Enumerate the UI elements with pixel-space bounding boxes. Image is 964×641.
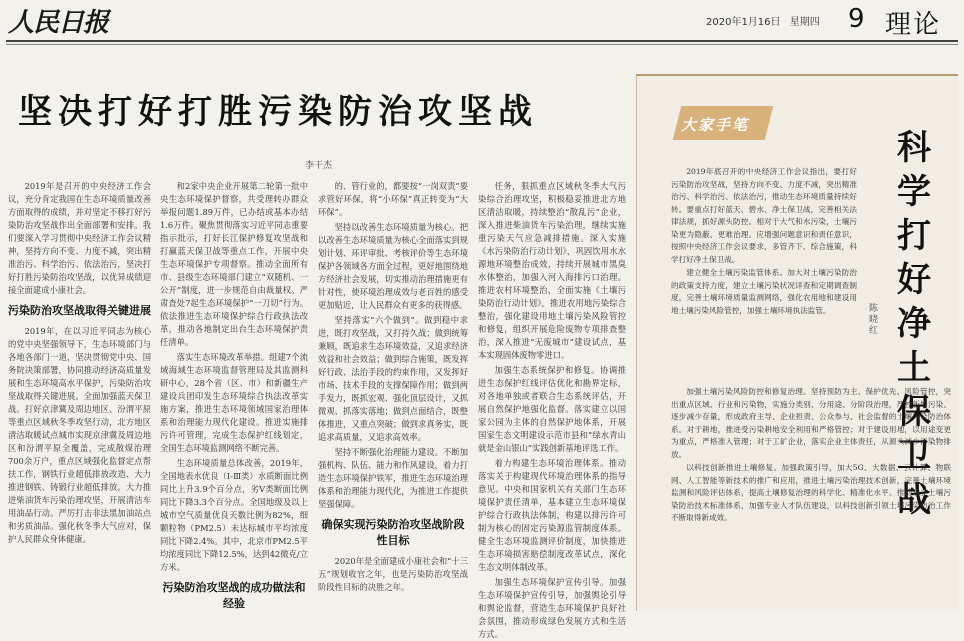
issue-date: 2020年1月16日 [706,17,781,28]
paragraph: 2019年是召开的中央经济工作会议，充分肯定我国在生态环境质量改善方面取得的成绩，并对坚定不移打好污染防治攻坚战作出全面部署和安排。我们要深入学习贯彻中央经济工作会议精神，坚持方向不变、力度不减，突出精准治污、科学治污、依法治污，坚决打好打胜污染防治攻坚战，以优异成绩迎接全面建成小康社会。 [8,181,151,295]
paragraph: 坚持落实“六个做到”。做到稳中求进，既打攻坚战，又打持久战；做到统筹兼顾，既追求生态环境效益，又追求经济效益和社会效益；做到综合施策，既发挥好行政、法治手段的约束作用，又发挥好市场、技术手段的支撑保障作用；做到两手发力，既抓宏观、强化顶层设计，又抓微观、抓落实落地；做到点面结合，既整体推进，又重点突破；做到求真务实，既追求高质量，又追求高效率。 [318,315,468,442]
section-heading: 污染防治攻坚战的成功做法和经验 [162,581,306,610]
page-section-name: 理论 [885,10,942,40]
paragraph: 建立健全土壤污染监管体系。加大对土壤污染防治的政策支持力度，建立土壤污染状况详查和定期调查制度，完善土壤环境质量监测网络，强化农用地和建设用地土壤污染风险管控，加强土壤环境执法监管。 [671,268,857,315]
paragraph: 着力构建生态环境治理体系。推动落实关于构建现代环境治理体系的指导意见。中央和国家机关有关部门生态环境保护责任清单，基本建立生态环境保护综合行政执法体制，构建以排污许可制为核心的固定污染源监管制度体系。健全生态环境监测评价制度，加快推进生态环境损害赔偿制度改革试点，深化生态文明体制改革。 [478,458,626,572]
paragraph: 以科技创新推进土壤修复。加强政策引导，加大5G、大数据、云计算、物联网、人工智能等新技术的推广和应用，推进土壤污染治理技术创新，完善土壤环境监测和风险评估体系，提高土壤修复治理的科学化、精准化水平。推动建立土壤污染防治技术标准体系，加强专业人才队伍建设，以科技创新引领土壤污染防治工作不断取得新成效。 [671,463,951,522]
section-heading: 确保实现污染防治攻坚战阶段性目标 [321,518,465,547]
sidebar-title: 科学打好净土保卫战 [897,128,931,520]
paragraph: 2019年，在以习近平同志为核心的党中央坚强领导下，生态环境部门与各地各部门一道，坚决贯彻党中央、国务院决策部署，协同推动经济高质量发展和生态环境高水平保护，污染防治攻坚战取得关键进展。全面加强蓝天保卫战。打好京津冀及周边地区、汾渭平原等重点区域秋冬季攻坚行动，北方地区清洁取暖试点城市实现京津冀及周边地区和汾渭平原全覆盖，完成散煤治理700余万户，重点区域强化监督定点帮扶工作，钢铁行业超低排放改造、大力推进钢铁、铸锻行业超低排放。大力推进柴油货车污染治理攻坚，开展清洁车用油品行动。严厉打击非法黑加油站点和劣质油品。强化秋冬季大气应对，保护人民群众身体健康。 [8,326,151,544]
paragraph: 2019年底召开的中央经济工作会议指出，要打好污染防治攻坚战，坚持方向不变、力度不减，突出精准治污、科学治污、依法治污，推动生态环境质量持续好转。要重点打好蓝天、碧水、净土保卫战，完善相关法律法规，抓好源头防控。相对于大气和水污染，土壤污染更为隐蔽、更难治理。应增强问题意识和责任意识，按照中央经济工作会议要求，多管齐下、综合施策，科学打好净土保卫战。 [671,167,857,264]
paragraph: 加强土壤污染风险防控和修复治理。坚持预防为主、保护优先、风险管控，突出重点区域、行业和污染物，实施分类别、分用途、分阶段治理，严控新增污染、逐步减少存量，形成政府主导、企业担责、公众参与、社会监督的土壤污染防治体系。对于耕地，推进受污染耕地安全利用和严格管控；对于建设用地，以用途变更为重点，严格准入管理；对于工矿企业，落实企业主体责任，从源头减少污染物排放。 [671,387,951,459]
paragraph: 生态环境质量总体改善，2019年，全国地表水优良（Ⅰ-Ⅲ类）水质断面比例同比上升3.9个百分点，劣Ⅴ类断面比例同比下降3.3个百分点。全国地级及以上城市空气质量优良天数比例为82%，细颗粒物（PM2.5）未达标城市平均浓度同比下降2.4%。其中，北京市PM2.5平均浓度同比下降12.5%，达到42微克/立方米。 [160,458,308,572]
paragraph: 落实生态环境改革举措。组建7个流域海域生态环境监督管理局及其监测科研中心，28个省（区、市）和新疆生产建设兵团印发生态环境综合执法改革实施方案，推进生态环境领域国家治理体系和治理能力现代化建设。推进实施排污许可管理，完成生态保护红线划定，全国生态环境监测网络不断完善。 [160,352,308,453]
article-column-2 [160,180,308,611]
sidebar-author: 陈晓红 [869,304,879,336]
newspaper-logo: 人民日报 [8,8,109,38]
sidebar-body-bottom [671,386,951,611]
paragraph: 的、管行业的，都要按“一岗双责”要求管好环保，将“小环保”真正转变为“大环保”。 [318,181,468,217]
article-column-3 [318,180,468,611]
paragraph: 加强生态环境保护宣传引导。加强生态环境保护宣传引导，加强舆论引导和舆论监督，营造生态环境保护良好社会氛围，推动形成绿色发展方式和生活方式。 [478,577,626,639]
dateline [706,13,826,28]
masthead [0,0,964,38]
paragraph: 加强生态系统保护和修复。协调推进生态保护红线评估优化和勘界定标，对各地单独或者联合生态系统评估，开展自然保护地强化监督。落实建立以国家公园为主体的自然保护地体系，开展国家生态文明建设示范市县和“绿水青山就是金山银山”实践创新基地评选工作。 [478,365,626,453]
page-number: 9 [848,4,865,34]
article-column-4 [478,180,626,639]
column-logo-text: 大家手笔 [681,116,750,134]
section-heading: 污染防治攻坚战取得关键进展 [8,304,151,317]
paragraph: 任务，狠抓重点区域秋冬季大气污染综合治理攻坚，积极稳妥推进北方地区清洁取暖，持续整治“散乱污”企业，深入推进柴油货车污染治理，继续实施重污染天气应急减排措施。深入实施《水污染防治行动计划》，巩固饮用水水源地环境整治成效，持续开展城市黑臭水体整治，加强入河入海排污口治理。推进农村环境整治，全面实施《土壤污染防治行动计划》，推进农用地污染综合整治，强化建设用地土壤污染风险管控和修复，组织开展危险废物专项排查整治，深入推进“无废城市”建设试点，基本实现固体废物零进口。 [478,181,626,360]
issue-weekday: 星期四 [789,17,820,28]
masthead-rule-thin [6,44,958,45]
paragraph: 坚持以改善生态环境质量为核心。把以改善生态环境质量为核心全面落实到规划计划、环评审批、考核评价等生态环境保护各领域各方面全过程，更好地围绕地方经济社会发展，切实推动治理措施更有针对性，使环境治理成效与老百姓的感受更加贴近，让人民群众有更多的获得感。 [318,222,468,310]
paragraph: 和2家中央企业开展第二轮第一批中央生态环境保护督察，共受理转办群众举报问题1.89万件，已办结或基本办结1.6万件。聚焦贯彻落实习近平同志重要指示批示，打好长江保护修复攻坚战和打赢蓝天保卫战等重点工作，开展中央生态环境保护专项督察。推动全面所有市、县级生态环境部门建立“双随机、一公开”制度，进一步规范自由裁量权。严肃查处7起生态环境保护“一刀切”行为。依法推进生态环境保护综合行政执法改革，推动各地制定出台生态环境保护责任清单。 [160,181,308,347]
masthead-rule [6,40,958,42]
article-author: 李干杰 [305,161,333,171]
article-column-1 [8,180,151,611]
article-headline: 坚决打好打胜污染防治攻坚战 [18,92,538,132]
sidebar-column [636,76,959,611]
paragraph: 坚持不断强化治理能力建设。不断加强机构、队伍、能力和作风建设，着力打造生态环境保护铁军，推进生态环境治理体系和治理能力现代化，为推进工作提供坚强保障。 [318,447,468,509]
paragraph: 2020年是全面建成小康社会和“十三五”规划收官之年，也是污染防治攻坚战阶段性目标的决胜之年。 [318,556,468,592]
